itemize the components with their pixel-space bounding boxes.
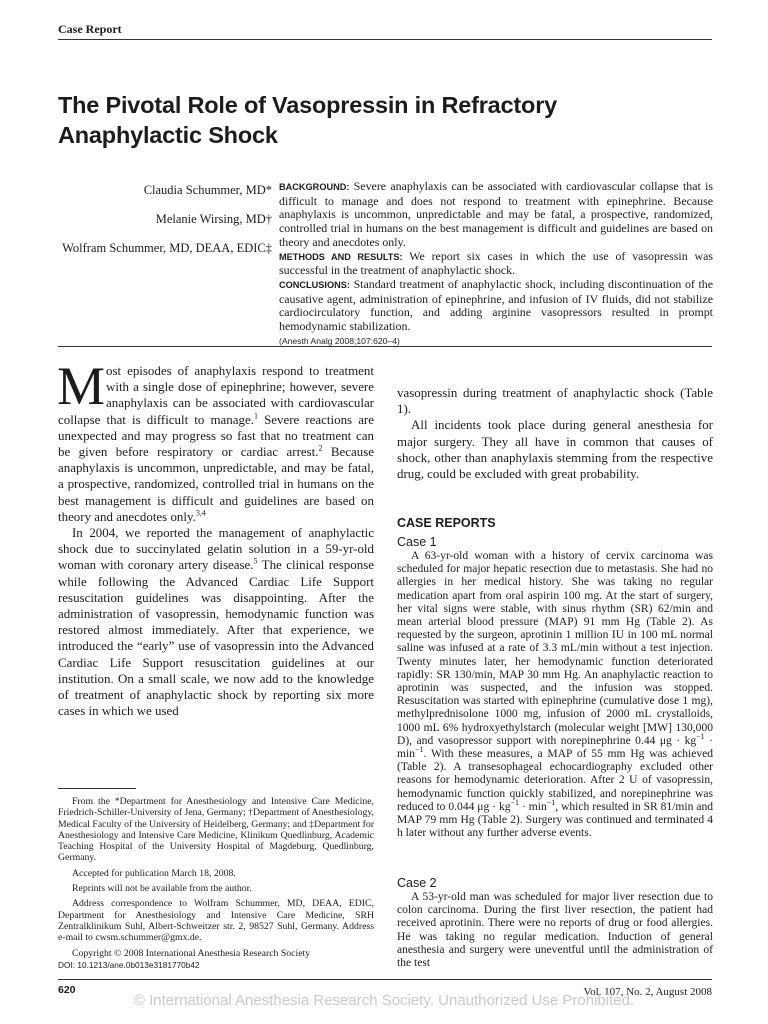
reference-marker: 5 [253,557,258,567]
intro-text: Severe reactions are unexpected and may progress so fast that no treatment can be given before respiratory or cardiac arrest. [58,411,374,460]
case-1-text [397,550,713,840]
exponent: −1 [696,732,705,741]
section-label: Case Report [58,22,122,36]
footnote-accepted: Accepted for publication March 18, 2008. [72,867,236,879]
reference-marker: 3,4 [195,508,206,518]
intro-paragraph-1 [57,356,374,525]
footer-rule [58,979,712,980]
intro-paragraph-3: vasopressin during treatment of anaphylactic shock (Table 1). [397,385,713,417]
abstract-conclusions-label: CONCLUSIONS: [279,279,350,290]
abstract-citation: (Anesth Analg 2008;107:620–4) [279,335,400,346]
watermark: © International Anesthesia Research Society. Unauthorized Use Prohibited. [133,992,635,1009]
footnote-affiliations: From the *Department for Anesthesiology and Intensive Care Medicine, Friedrich-Schiller-University of Jena, Germany; †Department of Anesthesiology, Medical Faculty of the University of Heidelberg, Germany; and ‡Department for Anesthesiology and Intensive Care Medicine, Klinikum Quedlinburg, Academic Teaching Hospital of the University Hospital of Magdeburg, Quedlinburg, Germany. [58,796,374,864]
case-text: A 63-yr-old woman with a history of cervix carcinoma was scheduled for major hepatic resection due to metastasis. She had no allergies in her medical history. She was taking no regular medication apart from oral aspirin 100 mg. At the start of surgery, her vital signs were stable, with sinus rhythm (SR) 62/min and mean arterial blood pressure (MAP) 91 mm Hg (Table 2). As requested by the surgeon, aprotinin 1 million IU in 100 mL normal saline was infused at a rate of 3.3 mL/min without a test injection. Twenty minutes later, her hemodynamic function deteriorated rapidly: SR 130/min, MAP 30 mm Hg. An anaphylactic reaction to aprotinin was suspected, and the infusion was stopped. Resuscitation was started with epinephrine (cumulative dose 1 mg), methylprednisolone 1000 mg, infusion of 2000 mL crystalloids, 1000 mL 6% hydroxyethylstarch (molecular weight [MW] 130,000 D), and vasopressor support with norepinephrine 0.44 μg · kg [397,550,713,747]
footnote-correspondence: Address correspondence to Wolfram Schummer, MD, DEAA, EDIC, Department for Anesthesiology and Intensive Care Medicine, SRH Zentralklinikum Suhl, Albert-Schweitzer str. 2, 98527 Suhl, Germany. Address e-mail to cwsm.schummer@gmx.de. [58,898,374,944]
abstract-rule [58,346,712,347]
case-2-paragraph: A 53-yr-old man was scheduled for major liver resection due to colon carcinoma. During the first liver resection, the patient had received aprotinin. There were no reports of drug or food allergies. He was taking no regular medication. Induction of general anesthesia and surgery were uneventful until the administration of the test [397,891,713,970]
page-number: 620 [58,984,76,996]
intro-text: Because anaphylaxis is uncommon, unpredictable, and may be fatal, a prospective, randomized, controlled trial in humans on the best management is difficult and guidelines are based on theory and anecdotes only. [58,444,374,524]
case-1-heading: Case 1 [397,535,437,549]
abstract-conclusions-text: Standard treatment of anaphylactic shock, including discontinuation of the causative agent, administration of epinephrine, and infusion of IV fluids, did not stabilize cardiocirculatory function, and adding arginine vasopressors resulted in prompt hemodynamic stabilization. [279,276,713,334]
reference-marker: 2 [318,443,323,453]
exponent: −1 [510,798,520,808]
header-rule [58,39,712,40]
abstract-conclusions [279,278,713,334]
article-title: The Pivotal Role of Vasopressin in Refractory Anaphylactic Shock [58,92,558,148]
case-reports-heading: CASE REPORTS [397,516,496,530]
exponent: −1 [414,745,424,755]
author-3: Wolfram Schummer, MD, DEAA, EDIC‡ [62,241,272,255]
case-2-heading: Case 2 [397,876,437,890]
left-column [57,356,374,719]
abstract-methods [279,250,713,278]
abstract-background-text: Severe anaphylaxis can be associated with cardiovascular collapse that is difficult to manage and does not respond to treatment with epinephrine. Because anaphylaxis is uncommon, unpredictable and may be fatal, a prospective, randomized, controlled trial in humans on the best management is difficult and guidelines are based on theory and anecdotes only. [279,179,713,249]
abstract-background [279,180,713,250]
abstract-background-label: BACKGROUND: [279,182,350,192]
abstract-methods-label: METHODS AND RESULTS: [279,251,403,262]
case-1-paragraph [397,550,713,840]
case-2-text [397,891,713,970]
drop-cap: M [57,356,106,416]
author-2: Melanie Wirsing, MD† [155,212,272,226]
case-text: , which resulted in SR 81/min and MAP 79 mm Hg (Table 2). Surgery was continued and terminated 4 h later without any further adverse events. [397,800,713,840]
reference-marker: 1 [253,411,258,421]
author-1: Claudia Schummer, MD* [143,183,272,197]
footnote-rule [58,788,136,789]
case-text: . With these measures, a MAP of 55 mm Hg was achieved (Table 2). A transesophageal echocardiography excluded other reasons for hemodynamic deterioration. After 2 U of vasopressin, hemodynamic function quickly stabilized, and norepinephrine was reduced to 0.044 μg · kg [397,748,713,813]
right-column-intro [397,385,713,482]
intro-paragraph-2 [58,525,374,719]
footnotes [58,796,374,975]
case-text: · min [397,734,713,761]
footnote-copyright: Copyright © 2008 International Anesthesia Research Society [72,947,311,959]
abstract [279,180,713,348]
intro-text: ost episodes of anaphylaxis respond to treatment with a single dose of epinephrine; however, severe anaphylaxis can be associated with cardiovascular collapse that is difficult to manage. [58,363,374,427]
footnote-doi: DOI: 10.1213/ane.0b013e3181770b42 [58,959,200,970]
abstract-methods-text: We report six cases in which the use of vasopressin was successful in the treatment of anaphylactic shock. [279,248,713,278]
intro-text: The clinical response while following the Advanced Cardiac Life Support resuscitation guidelines was disappointing. After the administration of vasopressin, hemodynamic function was restored almost immediately. After that experience, we introduced the “early” use of vasopressin into the Advanced Cardiac Life Support resuscitation guidelines at our institution. On a small scale, we now add to the knowledge of treatment of anaphylactic shock by reporting six more cases in which we used [58,557,374,719]
case-text: · min [519,800,547,813]
intro-text: In 2004, we reported the management of anaphylactic shock due to succinylated gelatin solution in a 59-yr-old woman with coronary artery disease. [58,525,374,573]
footnote-reprints: Reprints will not be available from the author. [72,883,252,895]
volume-info: Vol. 107, No. 2, August 2008 [583,986,712,998]
exponent: −1 [546,798,556,808]
intro-paragraph-4: All incidents took place during general anesthesia for major surgery. They all have in common that causes of shock, other than anaphylaxis stemming from the respective drug, could be excluded with great probability. [397,417,713,482]
